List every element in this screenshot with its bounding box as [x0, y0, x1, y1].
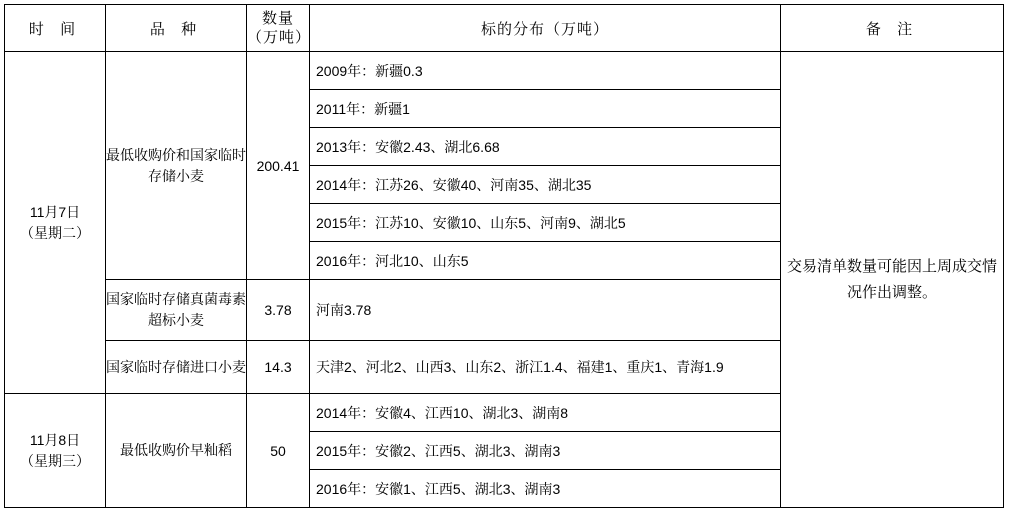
column-header-distribution: 标的分布（万吨） [310, 5, 781, 52]
distribution-list [310, 52, 780, 279]
note-cell: 交易清单数量可能因上周成交情况作出调整。 [781, 52, 1004, 508]
document-page [0, 4, 1009, 497]
distribution-cell-wheat-imported [310, 341, 781, 394]
variety-cell-wheat-mycotoxin: 国家临时存储真菌毒素超标小麦 [106, 280, 247, 341]
list-item: 2014年：安徽4、江西10、湖北3、湖南8 [310, 394, 780, 432]
quantity-cell-3-78: 3.78 [247, 280, 310, 341]
quantity-cell-14-3: 14.3 [247, 341, 310, 394]
distribution-cell-early-indica-rice [310, 394, 781, 508]
variety-cell-wheat-min-price: 最低收购价和国家临时存储小麦 [106, 52, 247, 280]
list-item: 河南3.78 [316, 302, 372, 318]
list-item: 2013年：安徽2.43、湖北6.68 [310, 128, 780, 166]
list-item: 2016年：河北10、山东5 [316, 252, 469, 269]
column-header-quantity: 数量 （万吨） [247, 5, 310, 52]
table-row [5, 52, 1004, 280]
variety-cell-wheat-imported: 国家临时存储进口小麦 [106, 341, 247, 394]
list-item: 2015年：安徽2、江西5、湖北3、湖南3 [310, 432, 780, 470]
column-header-variety: 品 种 [106, 5, 247, 52]
time-cell-nov7: 11月7日 （星期二） [5, 52, 106, 394]
quantity-cell-200-41: 200.41 [247, 52, 310, 280]
time-cell-nov8: 11月8日 （星期三） [5, 394, 106, 508]
list-item: 2016年：安徽1、江西5、湖北3、湖南3 [316, 480, 561, 497]
distribution-cell-wheat-mycotoxin [310, 280, 781, 341]
distribution-list [310, 394, 780, 507]
table-header-row [5, 5, 1004, 52]
distribution-list [310, 280, 780, 340]
auction-schedule-table [4, 4, 1004, 508]
list-item: 2015年：江苏10、安徽10、山东5、河南9、湖北5 [310, 204, 780, 242]
list-item: 2014年：江苏26、安徽40、河南35、湖北35 [310, 166, 780, 204]
distribution-list [310, 341, 780, 393]
column-header-note: 备 注 [781, 5, 1004, 52]
list-item: 天津2、河北2、山西3、山东2、浙江1.4、福建1、重庆1、青海1.9 [316, 359, 724, 375]
list-item: 2011年：新疆1 [310, 90, 780, 128]
list-item: 2009年：新疆0.3 [310, 52, 780, 90]
distribution-cell-wheat-min-price [310, 52, 781, 280]
variety-cell-early-indica-rice: 最低收购价早籼稻 [106, 394, 247, 508]
quantity-cell-50: 50 [247, 394, 310, 508]
column-header-time: 时 间 [5, 5, 106, 52]
